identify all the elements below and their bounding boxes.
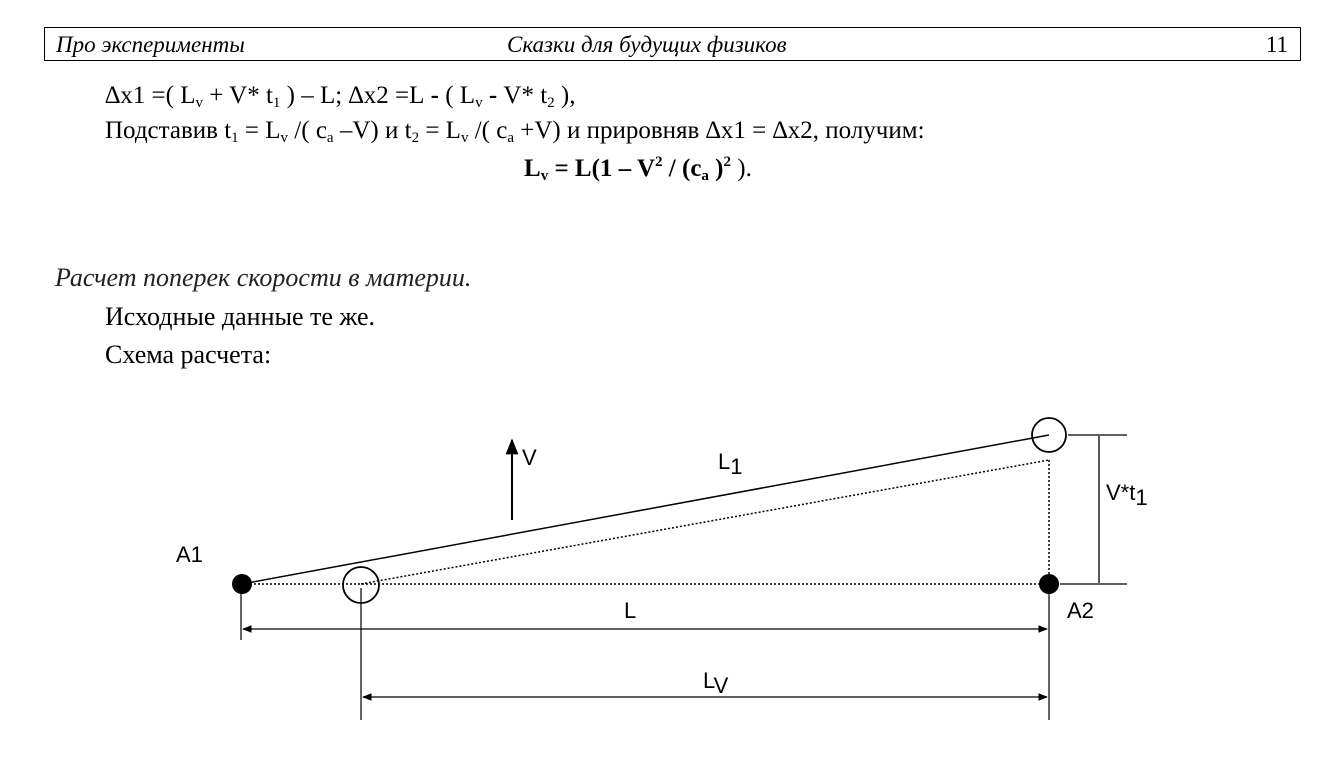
formula-substitution: Подставив $t_1 = L_v$ /( $c_a$ –V) и $t_2 = L_v$ /( $c_a +V$) и прировняв ∆x1 = ∆x2, получим: xyxy=(105,117,925,146)
label-vt1: V*t1 xyxy=(1106,480,1148,510)
text-scheme: Схема расчета: xyxy=(105,340,272,369)
label-l: L xyxy=(624,598,637,623)
header-chapter-title: Про эксперименты xyxy=(56,32,245,57)
path-l1-line xyxy=(242,435,1049,584)
header-book-title: Сказки для будущих физиков xyxy=(507,32,787,57)
label-v: V xyxy=(522,445,537,470)
label-a1: A1 xyxy=(176,542,203,567)
label-l1: L1 xyxy=(718,449,743,479)
section-title: Расчет поперек скорости в материи. xyxy=(55,263,472,292)
label-lv: LV xyxy=(703,668,729,698)
point-a1 xyxy=(232,574,252,594)
page-number: 11 xyxy=(1265,32,1288,57)
point-a2 xyxy=(1039,574,1059,594)
label-a2: A2 xyxy=(1067,598,1094,623)
formula-delta-x: ∆x1 =( $L_v + V*$ $t_1$ ) – L; ∆x2 =L - ( $L_v - V*$ $t_2$ ), xyxy=(105,82,576,111)
formula-result: $L_v = L(1 - V^2 / (c_a$ )$^2$ ). xyxy=(524,154,752,184)
text-initial-data: Исходные данные те же. xyxy=(105,302,376,331)
path-lv-dotted xyxy=(361,460,1049,584)
